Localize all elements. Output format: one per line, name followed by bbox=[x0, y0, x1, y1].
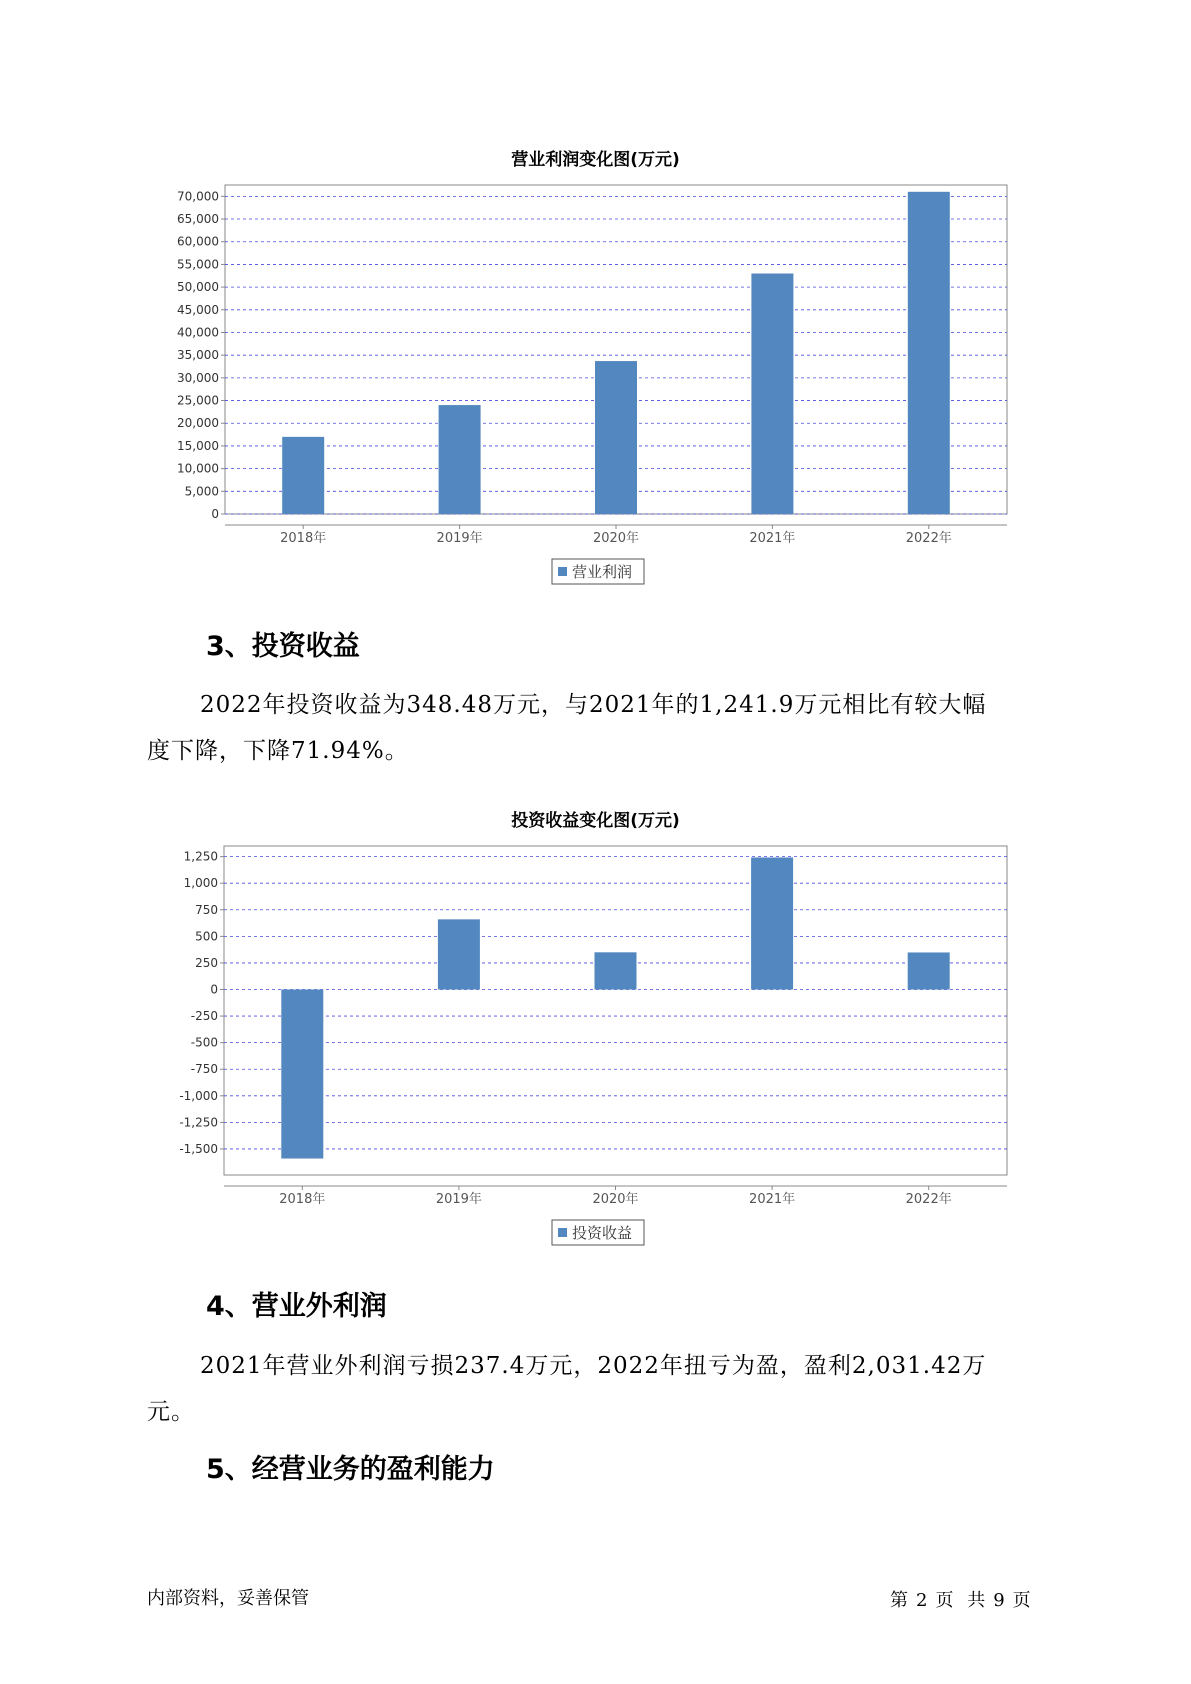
y-tick-label: -500 bbox=[190, 1035, 218, 1050]
x-tick-label: 2018年 bbox=[279, 1192, 326, 1207]
footer-page-number bbox=[890, 1586, 1039, 1612]
y-tick-label: 750 bbox=[195, 902, 218, 917]
y-tick-label: 30,000 bbox=[177, 370, 219, 385]
legend-label: 营业利润 bbox=[572, 563, 633, 581]
y-tick-label: 500 bbox=[195, 929, 218, 944]
y-tick-label: 1,250 bbox=[183, 849, 218, 864]
paragraph-line: 2021年营业外利润亏损237.4万元，2022年扭亏为盈，盈利2,031.42万 bbox=[200, 1353, 987, 1379]
page-mid: 页 bbox=[935, 1590, 954, 1611]
y-tick-label: 0 bbox=[211, 507, 219, 521]
section-heading-operating-profitability: 5、经营业务的盈利能力 bbox=[206, 1454, 495, 1485]
paragraph-line: 度下降，下降71.94%。 bbox=[147, 738, 409, 764]
total-suffix: 页 bbox=[1012, 1590, 1031, 1611]
y-tick-label: -1,250 bbox=[179, 1115, 218, 1130]
y-tick-label: 1,000 bbox=[183, 876, 218, 891]
paragraph-line: 元。 bbox=[147, 1399, 195, 1425]
y-tick-label: 15,000 bbox=[177, 438, 219, 453]
y-tick-label: 20,000 bbox=[177, 416, 219, 431]
y-tick-label: 55,000 bbox=[177, 257, 219, 272]
y-tick-label: 35,000 bbox=[177, 348, 219, 363]
total-prefix: 共 bbox=[967, 1590, 986, 1611]
bar bbox=[751, 857, 793, 989]
page-prefix: 第 bbox=[890, 1590, 908, 1611]
legend-label: 投资收益 bbox=[572, 1224, 633, 1242]
y-tick-label: 5,000 bbox=[184, 484, 219, 499]
x-tick-label: 2021年 bbox=[749, 531, 796, 546]
x-tick-label: 2022年 bbox=[905, 531, 952, 546]
footer-confidential-note: 内部资料，妥善保管 bbox=[147, 1588, 309, 1609]
x-tick-label: 2020年 bbox=[592, 1192, 639, 1207]
total-number: 9 bbox=[993, 1590, 1005, 1611]
y-tick-label: 60,000 bbox=[177, 234, 219, 249]
y-tick-label: 250 bbox=[195, 955, 218, 970]
section-heading-investment-income: 3、投资收益 bbox=[206, 631, 360, 662]
x-tick-label: 2019年 bbox=[436, 531, 483, 546]
y-tick-label: 50,000 bbox=[177, 280, 219, 295]
y-tick-label: -250 bbox=[190, 1009, 218, 1024]
bar bbox=[595, 952, 637, 989]
page-number: 2 bbox=[916, 1590, 928, 1611]
bar bbox=[281, 990, 323, 1159]
x-tick-label: 2021年 bbox=[749, 1192, 796, 1207]
x-tick-label: 2022年 bbox=[905, 1192, 952, 1207]
y-tick-label: 45,000 bbox=[177, 302, 219, 317]
x-tick-label: 2020年 bbox=[592, 531, 640, 546]
y-tick-label: 10,000 bbox=[177, 461, 219, 476]
paragraph-line: 2022年投资收益为348.48万元，与2021年的1,241.9万元相比有较大幅 bbox=[200, 692, 987, 718]
y-tick-label: 70,000 bbox=[177, 189, 219, 204]
y-tick-label: -1,500 bbox=[179, 1141, 218, 1156]
x-tick-label: 2018年 bbox=[280, 531, 327, 546]
y-tick-label: 65,000 bbox=[177, 212, 219, 227]
x-tick-label: 2019年 bbox=[435, 1192, 482, 1207]
section-heading-non-operating-profit: 4、营业外利润 bbox=[206, 1291, 387, 1322]
bar bbox=[438, 919, 480, 989]
chart-title-operating-profit: 营业利润变化图(万元) bbox=[511, 150, 680, 170]
y-tick-label: 40,000 bbox=[177, 325, 219, 340]
y-tick-label: 25,000 bbox=[177, 393, 219, 408]
y-tick-label: 0 bbox=[210, 982, 218, 997]
legend-swatch bbox=[558, 1228, 567, 1237]
y-tick-label: -750 bbox=[190, 1062, 218, 1077]
plot-area bbox=[224, 846, 1007, 1175]
chart-title-investment-income: 投资收益变化图(万元) bbox=[511, 811, 680, 831]
bar bbox=[908, 952, 950, 989]
y-tick-label: -1,000 bbox=[179, 1088, 218, 1103]
